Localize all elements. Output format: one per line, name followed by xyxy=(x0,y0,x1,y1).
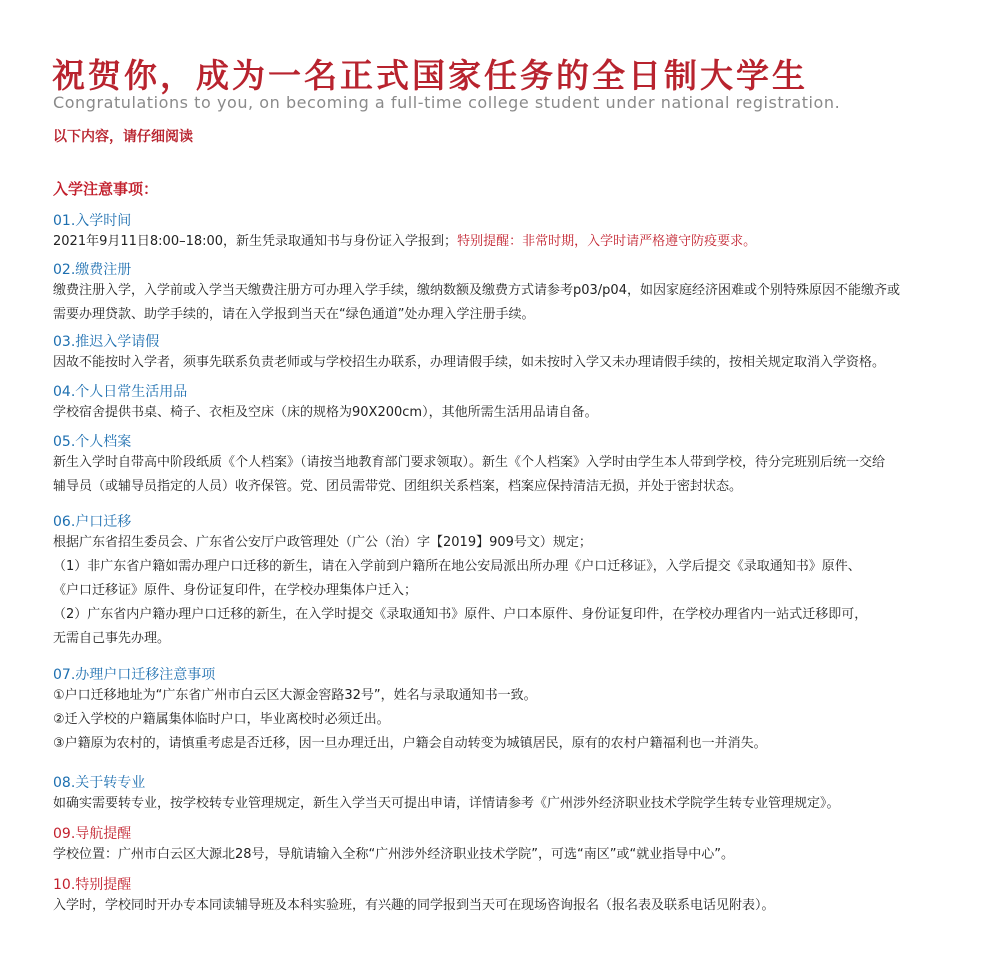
item-text: 因故不能按时入学者，须事先联系负责老师或与学校招生办联系，办理请假手续，如未按时入学又未办理请假手续的，按相关规定取消入学资格。 xyxy=(53,355,886,370)
item-text: 新生入学时自带高中阶段纸质《个人档案》（请按当地教育部门要求领取）。新生《个人档案》入学时由学生本人带到学校，待分完班别后统一交给 xyxy=(53,455,886,470)
item-text: 2021年9月11日8:00–18:00，新生凭录取通知书与身份证入学报到；特别提醒：非常时期，入学时请严格遵守防疫要求。 xyxy=(53,234,757,249)
item-text: 无需自己事先办理。 xyxy=(53,631,171,646)
section-heading: 入学注意事项： xyxy=(53,180,159,198)
item-fee-registration xyxy=(53,261,988,327)
page-subtitle: Congratulations to you, on becoming a full-time college student under national registration. xyxy=(53,93,841,112)
item-text: 缴费注册入学，入学前或入学当天缴费注册方可办理入学手续，缴纳数额及缴费方式请参考p03/p04，如因家庭经济困难或个别特殊原因不能缴齐或 xyxy=(53,283,900,298)
item-text: 需要办理贷款、助学手续的，请在入学报到当天在“绿色通道”处办理入学注册手续。 xyxy=(53,307,535,322)
item-navigation xyxy=(53,825,988,867)
item-heading: 07.办理户口迁移注意事项 xyxy=(53,667,216,683)
item-text: ②迁入学校的户籍属集体临时户口，毕业离校时必须迁出。 xyxy=(53,712,390,727)
item-heading: 04.个人日常生活用品 xyxy=(53,384,188,400)
item-heading: 08.关于转专业 xyxy=(53,775,146,791)
item-personal-file xyxy=(53,433,988,499)
item-special-reminder xyxy=(53,876,988,918)
item-text: 《户口迁移证》原件、身份证复印件，在学校办理集体户迁入； xyxy=(53,583,418,598)
item-text: 学校位置：广州市白云区大源北28号，导航请输入全称“广州涉外经济职业技术学院”，可选“南区”或“就业指导中心”。 xyxy=(53,847,734,862)
item-text: ③户籍原为农村的，请慎重考虑是否迁移，因一旦办理迁出，户籍会自动转变为城镇居民，原有的农村户籍福利也一并消失。 xyxy=(53,736,767,751)
item-text: ①户口迁移地址为“广东省广州市白云区大源金窖路32号”，姓名与录取通知书一致。 xyxy=(53,688,537,703)
item-heading: 01.入学时间 xyxy=(53,213,132,229)
item-household-transfer xyxy=(53,513,988,651)
item-text: 根据广东省招生委员会、广东省公安厅户政管理处（广公（治）字【2019】909号文）规定； xyxy=(53,535,592,550)
special-reminder: 特别提醒：非常时期，入学时请严格遵守防疫要求。 xyxy=(457,234,757,249)
item-heading: 10.特别提醒 xyxy=(53,877,132,893)
item-text: 入学时，学校同时开办专本同读辅导班及本科实验班，有兴趣的同学报到当天可在现场咨询报名（报名表及联系电话见附表）。 xyxy=(53,898,775,913)
item-heading: 06.户口迁移 xyxy=(53,514,132,530)
page-title: 祝贺你，成为一名正式国家任务的全日制大学生 xyxy=(52,56,808,95)
item-text: （2）广东省内户籍办理户口迁移的新生，在入学时提交《录取通知书》原件、户口本原件、身份证复印件，在学校办理省内一站式迁移即可， xyxy=(53,607,868,622)
item-text: 学校宿舍提供书桌、椅子、衣柜及空床（床的规格为90X200cm），其他所需生活用品请自备。 xyxy=(53,405,598,420)
item-heading: 02.缴费注册 xyxy=(53,262,132,278)
item-heading: 05.个人档案 xyxy=(53,434,132,450)
item-transfer-notes xyxy=(53,666,988,756)
item-enrollment-time xyxy=(53,212,988,254)
item-heading: 03.推迟入学请假 xyxy=(53,334,160,350)
item-text: （1）非广东省户籍如需办理户口迁移的新生，请在入学前到户籍所在地公安局派出所办理《户口迁移证》，入学后提交《录取通知书》原件、 xyxy=(53,559,861,574)
item-heading: 09.导航提醒 xyxy=(53,826,132,842)
item-change-major xyxy=(53,774,988,816)
item-daily-supplies xyxy=(53,383,988,425)
item-text: 如确实需要转专业，按学校转专业管理规定，新生入学当天可提出申请，详情请参考《广州涉外经济职业技术学院学生转专业管理规定》。 xyxy=(53,796,840,811)
reading-note: 以下内容，请仔细阅读 xyxy=(53,129,193,145)
item-deferred-enrollment xyxy=(53,333,988,375)
item-text: 辅导员（或辅导员指定的人员）收齐保管。党、团员需带党、团组织关系档案，档案应保持清洁无损，并处于密封状态。 xyxy=(53,479,743,494)
